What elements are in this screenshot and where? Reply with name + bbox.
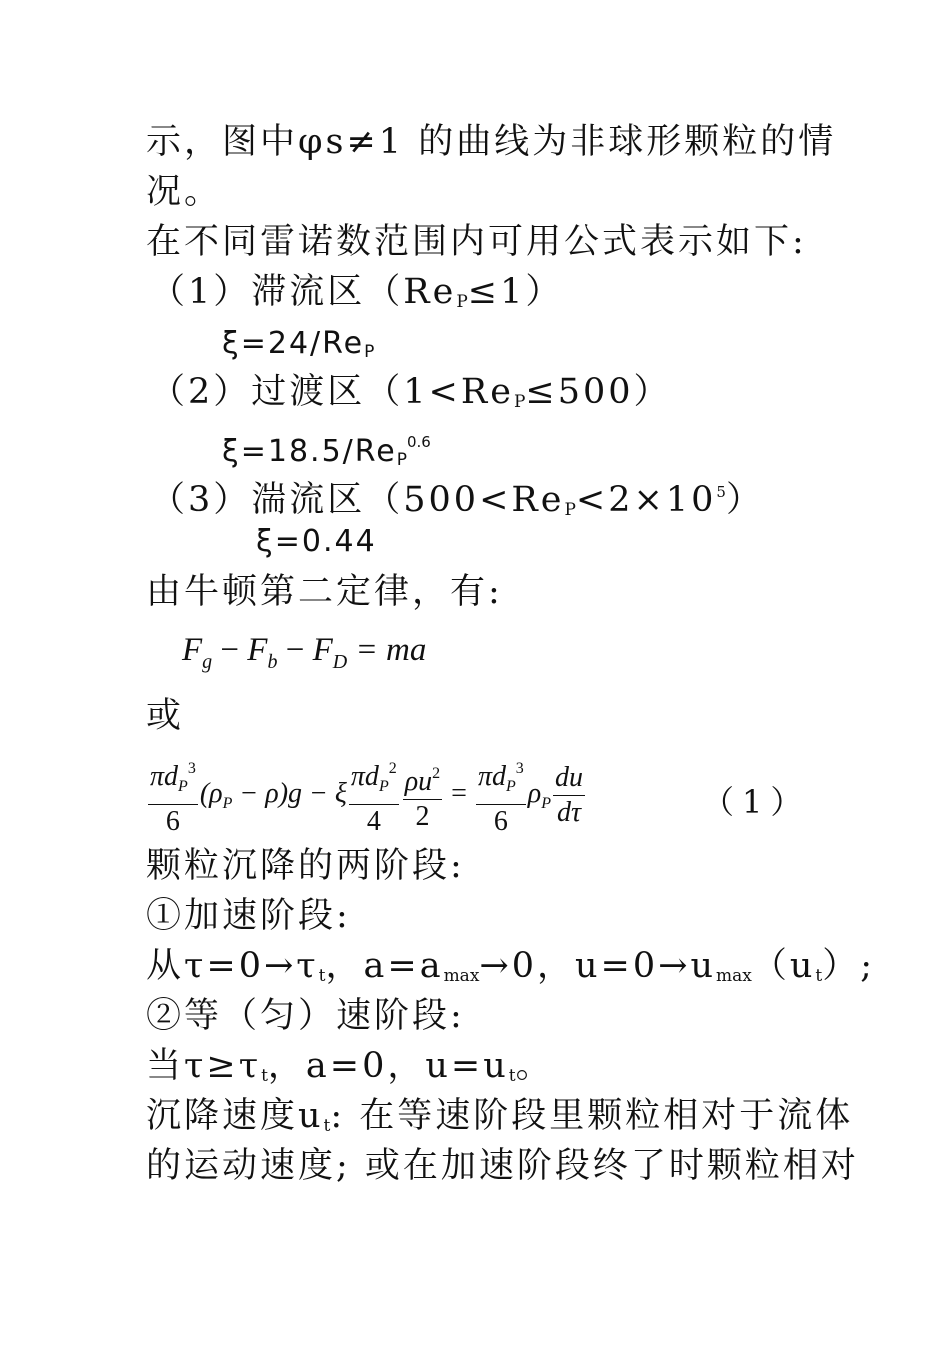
fraction: $\frac{\pi d_P^3}{6}$ — [476, 752, 526, 839]
text-line: 示，图中φs≠1 的曲线为非球形颗粒的情 — [146, 122, 837, 162]
fraction: $\frac{du}{d\tau}$ — [555, 762, 584, 828]
stage2-detail: 当$\tau\ge\tau_t$，a=0，$u=u_t$。 — [146, 1046, 554, 1086]
fraction: $\frac{\pi d_P^3}{6}$ — [148, 752, 198, 839]
fraction: $\frac{\pi d_P^2}{4}$ — [349, 752, 399, 839]
regime-laminar: （1）滞流区$(Re_P\le 1)$ — [150, 272, 564, 312]
equation-number: （1） — [702, 783, 811, 821]
text-line: ②等（匀）速阶段: — [146, 996, 465, 1036]
newton-equation: $F_g - F_b - F_D$ = ma — [182, 632, 427, 673]
text-line: ①加速阶段: — [146, 896, 351, 936]
formula-turbulent: ξ=0.44 — [256, 524, 377, 559]
definition-line: 沉降速度$u_t$: 在等速阶段里颗粒相对于流体 — [146, 1096, 854, 1136]
regime-turbulent: （3）湍流区$(500<Re_P<2\times 10^5)$ — [150, 480, 764, 520]
stage1-detail: 从$\tau=0\to\tau_t$，$a=a_{max}\to 0$，$u=0\to u_{max}(u_t)$; — [146, 946, 876, 986]
formula-laminar: $\xi=24/Re_P$ — [222, 326, 375, 362]
text-line: 颗粒沉降的两阶段: — [146, 846, 465, 886]
equation-1: $\frac{\pi d_P^3}{6}$ $(\rho_P - \rho)g - \xi$ $\frac{\pi d_P^2}{4}$ $\frac{\rho u^2}{2}$ = $\frac{\pi d_P^3}{6}$ $\rho_P$ $\frac{du}{d\tau}$ — [146, 752, 587, 839]
regime-transition: （2）过渡区$(1<Re_P\le 500)$ — [150, 372, 672, 412]
text-line: 的运动速度; 或在加速阶段终了时颗粒相对 — [146, 1146, 859, 1186]
text-line: 在不同雷诺数范围内可用公式表示如下: — [146, 222, 807, 262]
text-line: 况。 — [146, 172, 223, 212]
formula-transition: $\xi=18.5/Re_P^{0.6}$ — [222, 433, 431, 470]
text-line: 或 — [146, 696, 185, 736]
text-line: 由牛顿第二定律，有: — [146, 572, 503, 612]
fraction: $\frac{\rho u^2}{2}$ — [403, 757, 442, 834]
